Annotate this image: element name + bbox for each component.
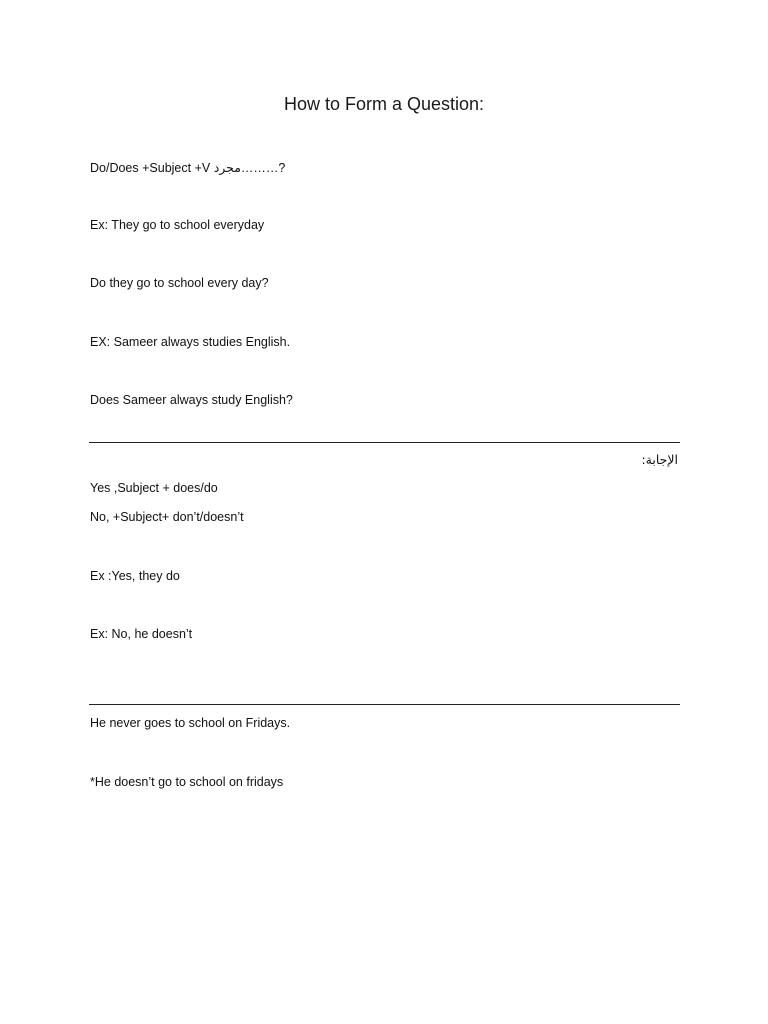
question-formula: Do/Does +Subject +V مجرد………?: [90, 161, 286, 175]
yes-answer-formula: Yes ,Subject + does/do: [90, 481, 218, 495]
page-title: How to Form a Question:: [283, 94, 485, 114]
section-divider-1: [89, 442, 680, 443]
negative-example-sentence: He never goes to school on Fridays.: [90, 716, 291, 730]
example-statement-2: EX: Sameer always studies English.: [90, 335, 291, 349]
answer-label: الإجابة:: [641, 452, 678, 467]
example-no-answer: Ex: No, he doesn’t: [90, 627, 193, 641]
example-statement-1: Ex: They go to school everyday: [90, 218, 265, 232]
example-yes-answer: Ex :Yes, they do: [90, 569, 180, 583]
negative-example-rewrite: *He doesn’t go to school on fridays: [90, 775, 284, 789]
section-divider-2: [89, 704, 680, 705]
example-question-2: Does Sameer always study English?: [90, 393, 293, 407]
example-question-1: Do they go to school every day?: [90, 276, 269, 290]
no-answer-formula: No, +Subject+ don’t/doesn’t: [90, 510, 244, 524]
